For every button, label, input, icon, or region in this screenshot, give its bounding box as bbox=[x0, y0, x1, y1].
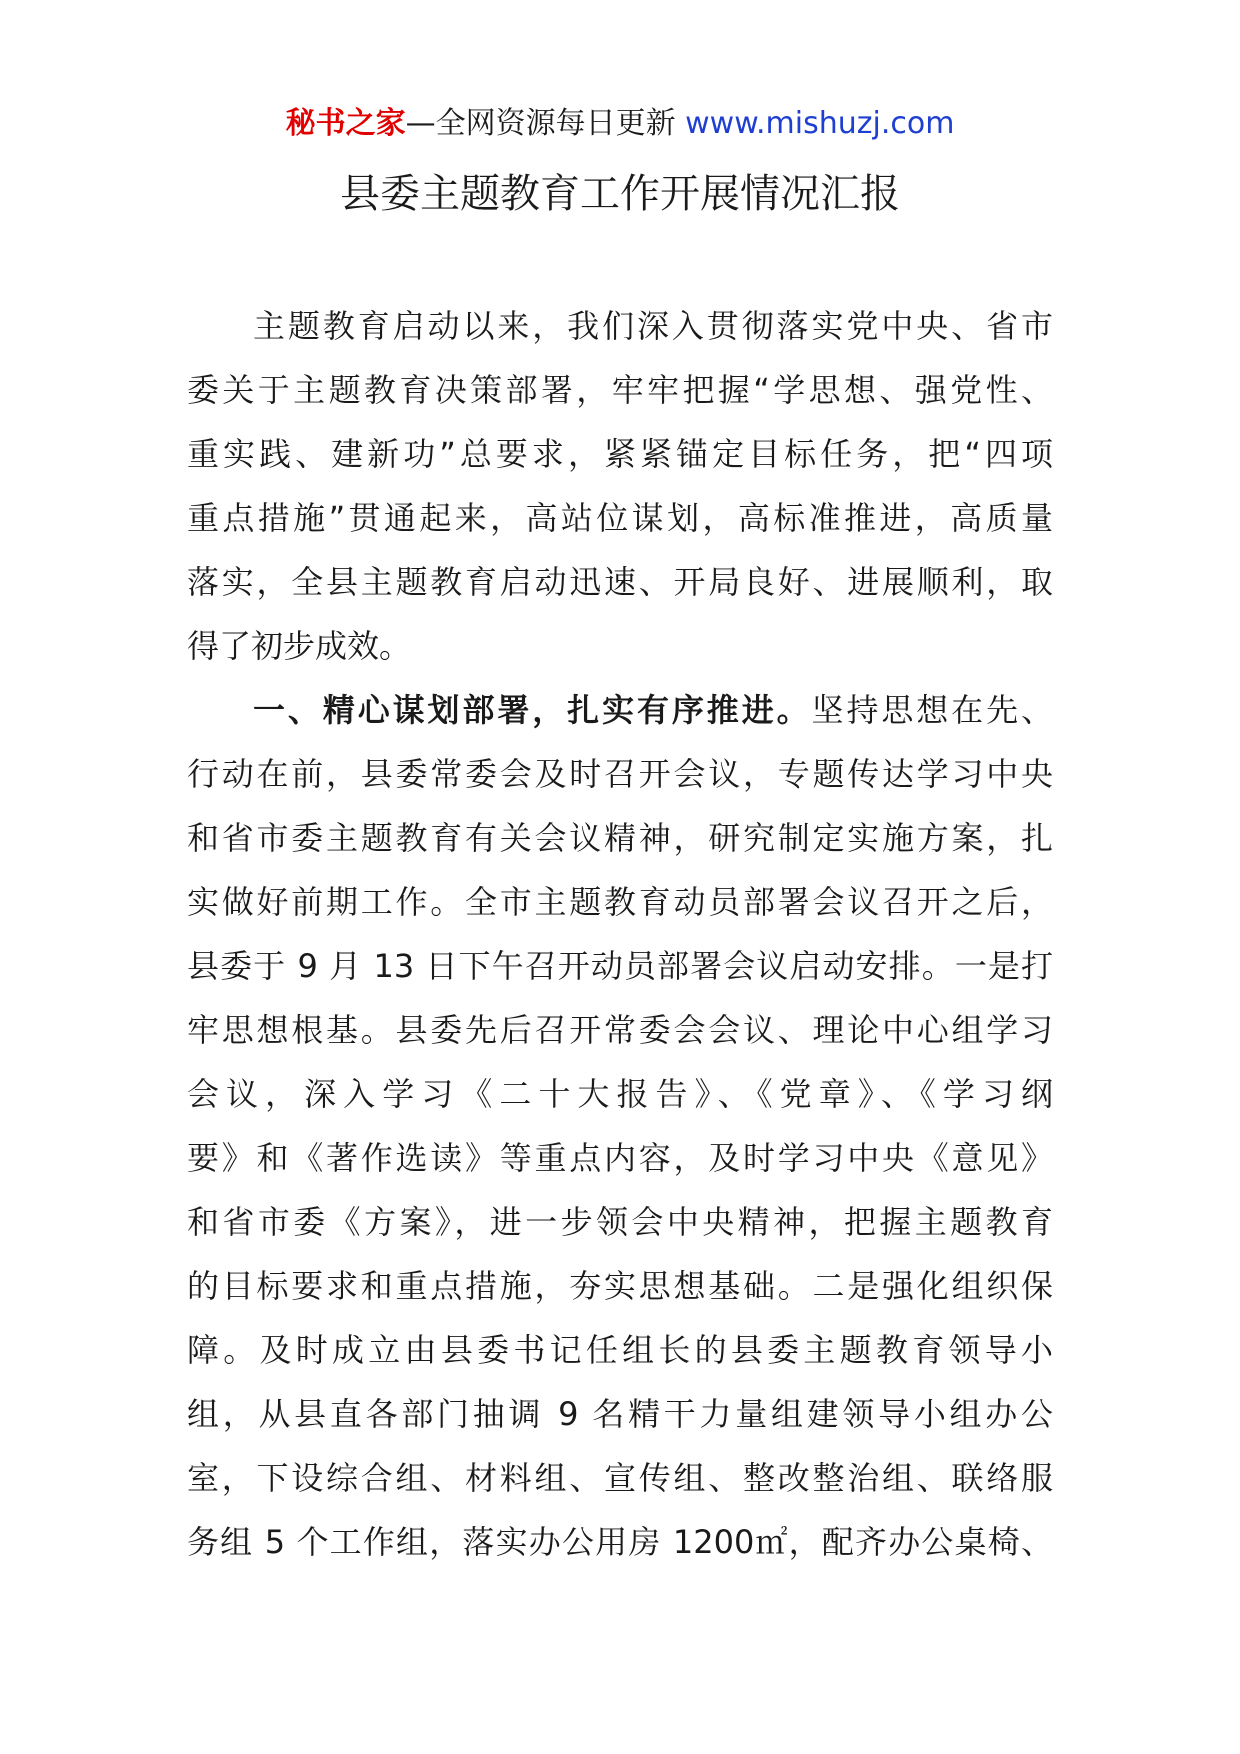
paragraph-line: 行动在前，县委常委会及时召开会议，专题传达学习中央 bbox=[187, 755, 1053, 793]
paragraph-line: 实做好前期工作。全市主题教育动员部署会议召开之后， bbox=[187, 883, 1053, 921]
document-body bbox=[187, 294, 1053, 1574]
paragraph-line: 会议，深入学习《二十大报告》、《党章》、《学习纲 bbox=[187, 1075, 1053, 1113]
paragraph-line: 室，下设综合组、材料组、宣传组、整改整治组、联络服 bbox=[187, 1459, 1053, 1497]
paragraph-text: 坚持思想在先、 bbox=[811, 691, 1053, 729]
document-title: 县委主题教育工作开展情况汇报 bbox=[340, 171, 900, 217]
paragraph-line: 的目标要求和重点措施，夯实思想基础。二是强化组织保 bbox=[187, 1267, 1053, 1305]
brand-tagline: —全网资源每日更新 bbox=[405, 106, 686, 141]
paragraph-line: 重点措施”贯通起来，高站位谋划，高标准推进，高质量 bbox=[187, 499, 1053, 537]
paragraph-line: 得了初步成效。 bbox=[187, 627, 412, 665]
paragraph-line: 组，从县直各部门抽调 9 名精干力量组建领导小组办公 bbox=[187, 1395, 1053, 1433]
paragraph-line: 落实，全县主题教育启动迅速、开局良好、进展顺利，取 bbox=[187, 563, 1053, 601]
paragraph-line: 委关于主题教育决策部署，牢牢把握“学思想、强党性、 bbox=[187, 371, 1053, 409]
paragraph-line: 牢思想根基。县委先后召开常委会会议、理论中心组学习 bbox=[187, 1011, 1053, 1049]
section-heading: 一、精心谋划部署，扎实有序推进。 bbox=[253, 691, 812, 729]
paragraph-line: 县委于 9 月 13 日下午召开动员部署会议启动安排。一是打 bbox=[187, 947, 1053, 985]
section-heading-line bbox=[187, 678, 1053, 742]
paragraph-line: 要》和《著作选读》等重点内容，及时学习中央《意见》 bbox=[187, 1139, 1053, 1177]
paragraph-line: 主题教育启动以来，我们深入贯彻落实党中央、省市 bbox=[253, 307, 1053, 345]
paragraph-line: 障。及时成立由县委书记任组长的县委主题教育领导小 bbox=[187, 1331, 1053, 1369]
paragraph-line: 重实践、建新功”总要求，紧紧锚定目标任务，把“四项 bbox=[187, 435, 1053, 473]
site-banner bbox=[0, 104, 1240, 144]
brand-name: 秘书之家 bbox=[285, 106, 406, 141]
paragraph-line: 和省市委《方案》，进一步领会中央精神，把握主题教育 bbox=[187, 1203, 1053, 1241]
paragraph-line: 务组 5 个工作组，落实办公用房 1200㎡，配齐办公桌椅、 bbox=[187, 1523, 1053, 1561]
paragraph-line: 和省市委主题教育有关会议精神，研究制定实施方案，扎 bbox=[187, 819, 1053, 857]
site-url-link[interactable]: www.mishuzj.com bbox=[685, 106, 955, 141]
